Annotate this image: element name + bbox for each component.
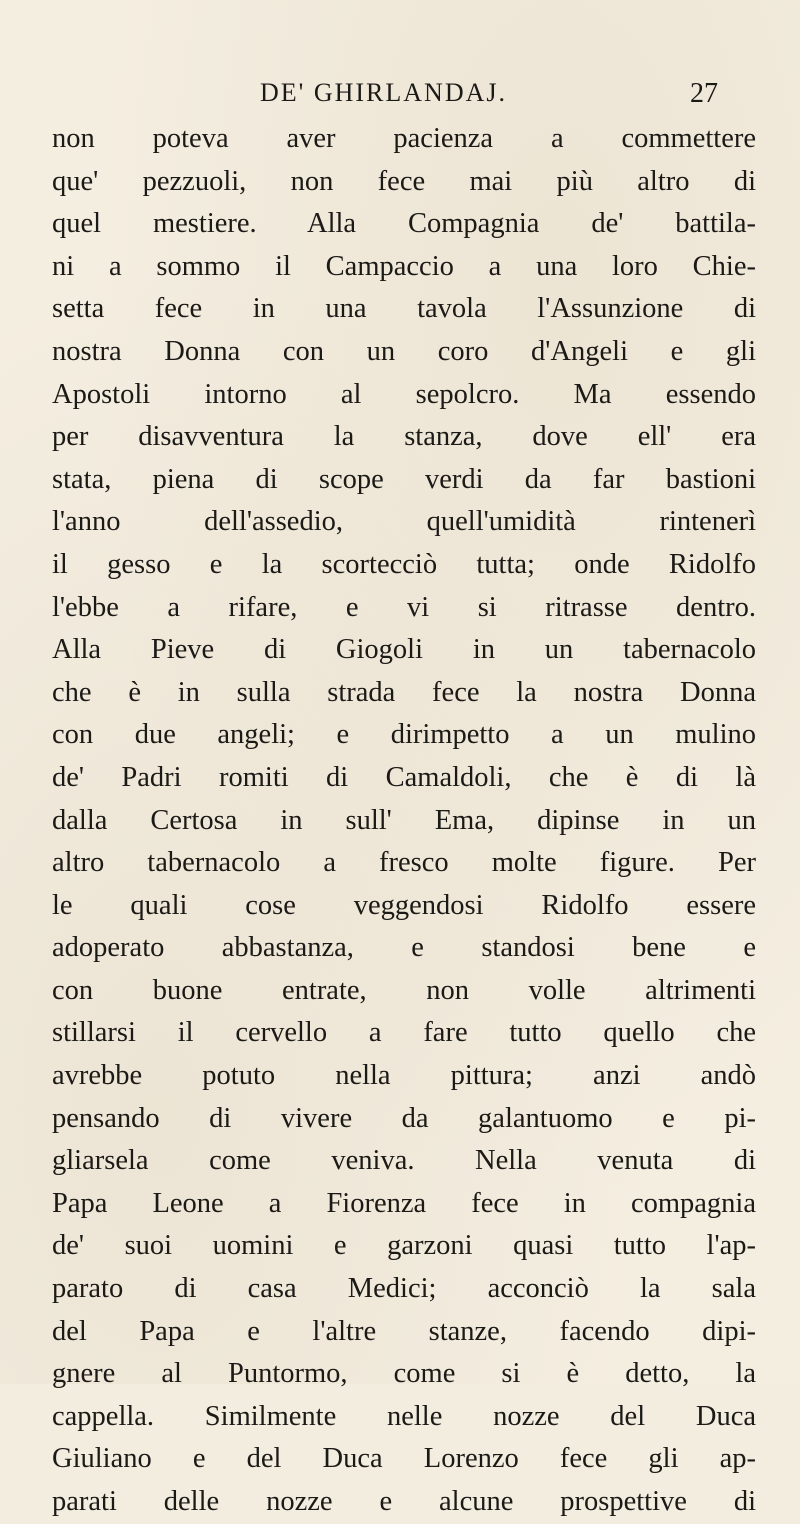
text-line: altro tabernacolo a fresco molte figure. Per xyxy=(52,847,756,879)
text-line: de' Padri romiti di Camaldoli, che è di là xyxy=(52,761,756,793)
text-line: parati delle nozze e alcune prospettive di xyxy=(52,1486,756,1517)
text-line: Giuliano e del Duca Lorenzo fece gli ap- xyxy=(52,1443,756,1475)
body-text xyxy=(52,118,756,1524)
text-line: dalla Certosa in sull' Ema, dipinse in un xyxy=(52,804,756,836)
text-line: non poteva aver pacienza a commettere xyxy=(52,123,756,154)
text-line: gnere al Puntormo, come si è detto, la xyxy=(52,1358,756,1390)
text-line: Alla Pieve di Giogoli in un tabernacolo xyxy=(52,634,756,666)
text-line: con buone entrate, non volle altrimenti xyxy=(52,974,756,1006)
text-line: Apostoli intorno al sepolcro. Ma essendo xyxy=(52,378,756,410)
text-line: Papa Leone a Fiorenza fece in compagnia xyxy=(52,1187,756,1219)
text-line: stata, piena di scope verdi da far bastioni xyxy=(52,463,756,495)
running-head xyxy=(0,78,800,118)
text-line: le quali cose veggendosi Ridolfo essere xyxy=(52,889,756,921)
page-number: 27 xyxy=(690,78,718,109)
text-line: setta fece in una tavola l'Assunzione di xyxy=(52,293,756,325)
text-line: quel mestiere. Alla Compagnia de' battila- xyxy=(52,208,756,240)
text-line: que' pezzuoli, non fece mai più altro di xyxy=(52,165,756,197)
text-line: stillarsi il cervello a fare tutto quello che xyxy=(52,1017,756,1049)
text-line: che è in sulla strada fece la nostra Donna xyxy=(52,676,756,708)
text-line: cappella. Similmente nelle nozze del Duca xyxy=(52,1400,756,1432)
text-line: pensando di vivere da galantuomo e pi- xyxy=(52,1102,756,1134)
text-line: nostra Donna con un coro d'Angeli e gli xyxy=(52,335,756,367)
text-line: l'ebbe a rifare, e vi si ritrasse dentro. xyxy=(52,591,756,623)
text-line: del Papa e l'altre stanze, facendo dipi- xyxy=(52,1315,756,1347)
text-line: gliarsela come veniva. Nella venuta di xyxy=(52,1145,756,1177)
text-line: il gesso e la scortecciò tutta; onde Ridolfo xyxy=(52,548,756,580)
running-title: DE' GHIRLANDAJ. xyxy=(260,78,508,107)
text-line: de' suoi uomini e garzoni quasi tutto l'ap- xyxy=(52,1230,756,1262)
text-line: per disavventura la stanza, dove ell' era xyxy=(52,421,756,453)
text-line: l'anno dell'assedio, quell'umidità rintenerì xyxy=(52,506,756,538)
text-line: avrebbe potuto nella pittura; anzi andò xyxy=(52,1060,756,1092)
text-line: ni a sommo il Campaccio a una loro Chie- xyxy=(52,250,756,282)
text-line: con due angeli; e dirimpetto a un mulino xyxy=(52,719,756,751)
text-line: adoperato abbastanza, e standosi bene e xyxy=(52,932,756,964)
text-line: parato di casa Medici; acconciò la sala xyxy=(52,1273,756,1305)
